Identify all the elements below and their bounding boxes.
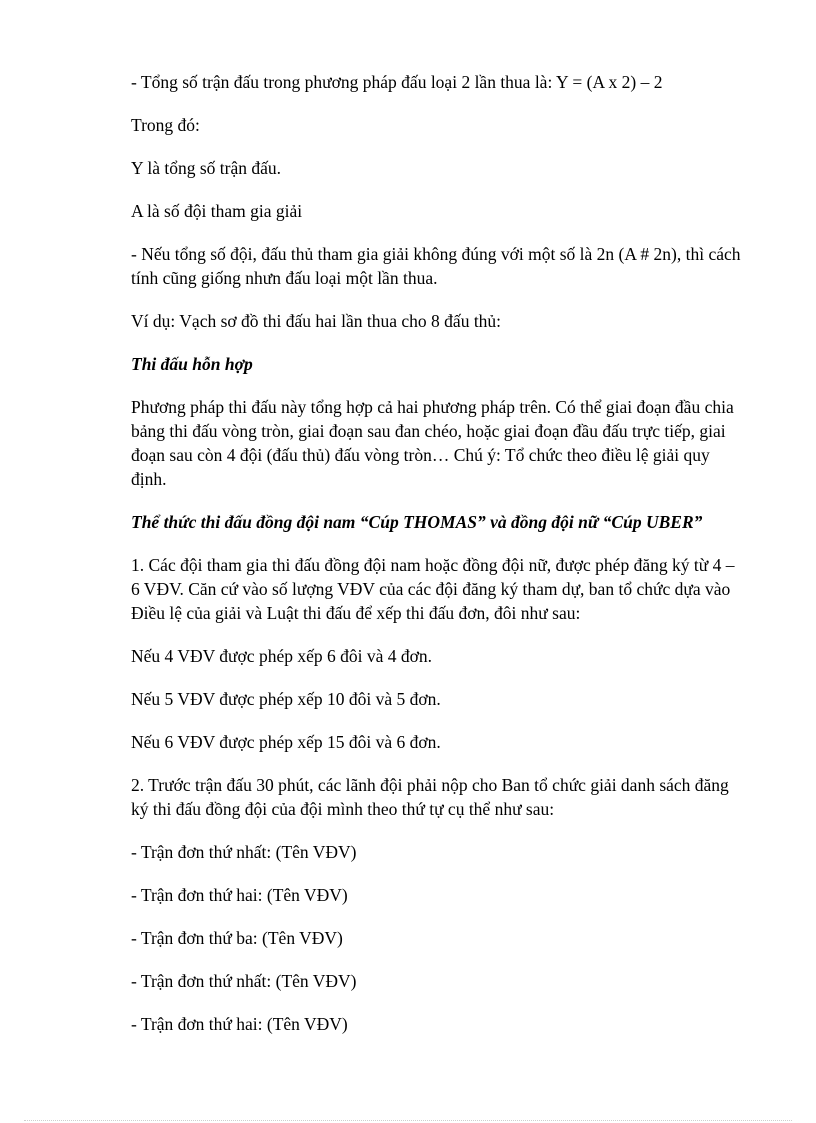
rule-5-players: Nếu 5 VĐV được phép xếp 10 đôi và 5 đơn. bbox=[131, 689, 441, 709]
list-item: - Trận đơn thứ hai: (Tên VĐV) bbox=[131, 1014, 348, 1034]
definition-a: A là số đội tham gia giải bbox=[131, 201, 303, 221]
rule-4-players: Nếu 4 VĐV được phép xếp 6 đôi và 4 đơn. bbox=[131, 646, 432, 666]
note-paragraph: - Nếu tổng số đội, đấu thủ tham gia giải không đúng với một số là 2n (A # 2n), thì cách tính cũng giống nhưn đấu loại một lần thua. bbox=[131, 244, 741, 288]
list-item: - Trận đơn thứ nhất: (Tên VĐV) bbox=[131, 971, 357, 991]
example-paragraph: Ví dụ: Vạch sơ đồ thi đấu hai lần thua cho 8 đấu thủ: bbox=[131, 311, 502, 331]
formula-paragraph: - Tổng số trận đấu trong phương pháp đấu loại 2 lần thua là: Y = (A x 2) – 2 bbox=[131, 72, 663, 92]
list-item: - Trận đơn thứ ba: (Tên VĐV) bbox=[131, 928, 343, 948]
mixed-method-paragraph: Phương pháp thi đấu này tổng hợp cả hai phương pháp trên. Có thể giai đoạn đầu chia bảng thi đấu vòng tròn, giai đoạn sau đan chéo, hoặc giai đoạn đầu đấu trực tiếp, giai đoạn sau còn 4 đội (đấu thủ) đấu vòng tròn… Chú ý: Tổ chức theo điều lệ giải quy định. bbox=[131, 397, 734, 489]
page-bottom-divider bbox=[24, 1120, 792, 1121]
document-body bbox=[131, 70, 741, 1055]
rule-6-players: Nếu 6 VĐV được phép xếp 15 đôi và 6 đơn. bbox=[131, 732, 441, 752]
rule-2-paragraph: 2. Trước trận đấu 30 phút, các lãnh đội phải nộp cho Ban tổ chức giải danh sách đăng ký thi đấu đồng đội của đội mình theo thứ tự cụ thể như sau: bbox=[131, 775, 729, 819]
definition-y: Y là tổng số trận đấu. bbox=[131, 158, 282, 178]
section-heading-mixed: Thi đấu hỗn hợp bbox=[131, 354, 253, 374]
list-item: - Trận đơn thứ hai: (Tên VĐV) bbox=[131, 885, 348, 905]
where-label: Trong đó: bbox=[131, 115, 200, 135]
section-heading-thomas-uber: Thể thức thi đấu đồng đội nam “Cúp THOMAS” và đồng đội nữ “Cúp UBER” bbox=[131, 512, 703, 532]
rule-1-paragraph: 1. Các đội tham gia thi đấu đồng đội nam hoặc đồng đội nữ, được phép đăng ký từ 4 – 6 VĐV. Căn cứ vào số lượng VĐV của các đội đăng ký tham dự, ban tổ chức dựa vào Điều lệ của giải và Luật thi đấu để xếp thi đấu đơn, đôi như sau: bbox=[131, 555, 735, 623]
list-item: - Trận đơn thứ nhất: (Tên VĐV) bbox=[131, 842, 357, 862]
